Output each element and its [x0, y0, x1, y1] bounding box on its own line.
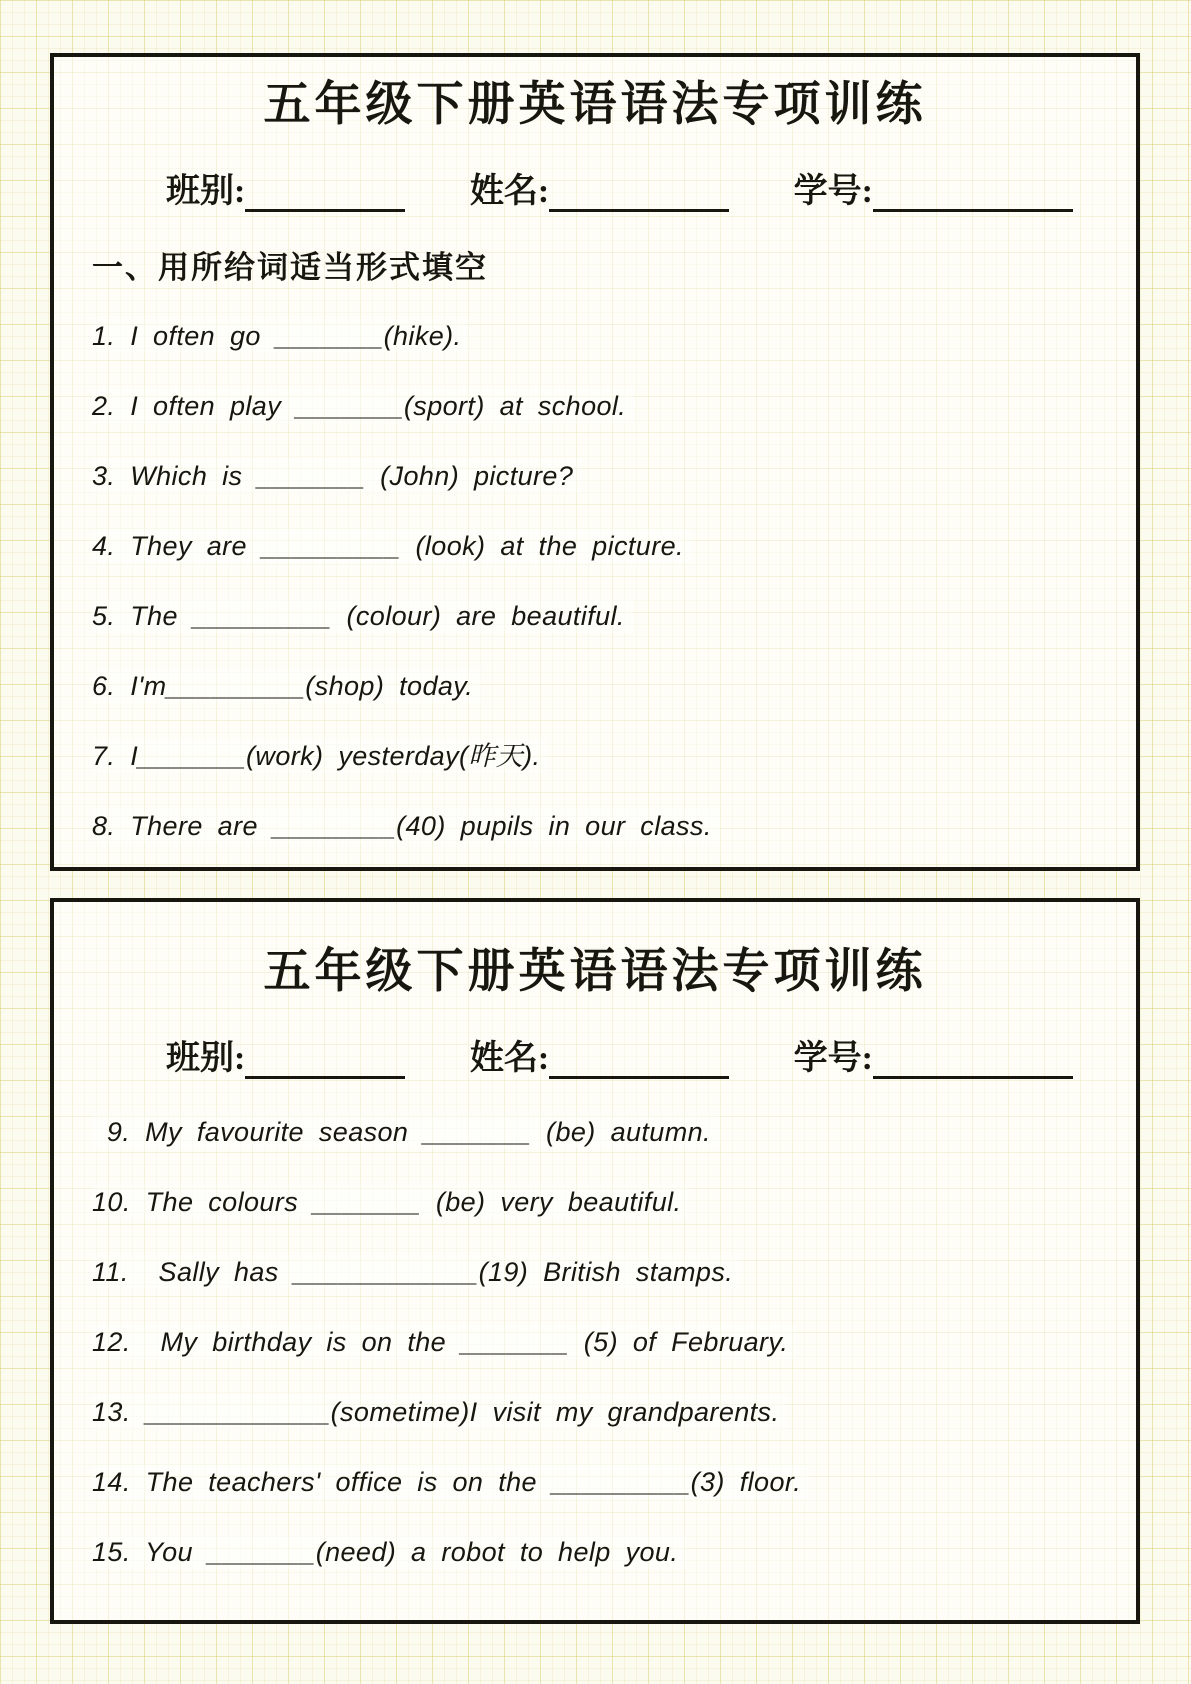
question-6: 6. I'm_________(shop) today.: [92, 669, 481, 703]
field-student-id: [794, 163, 1073, 212]
field-name-blank: [549, 173, 729, 212]
question-9: 9. My favourite season _______ (be) autumn.: [92, 1115, 719, 1149]
question-2: 2. I often play _______(sport) at school.: [92, 389, 634, 423]
worksheet-title: 五年级下册英语语法专项训练: [263, 946, 927, 998]
field-student-id-blank: [873, 1040, 1073, 1079]
question-list-2: [92, 1115, 1136, 1569]
question-11: 11. Sally has ____________(19) British stamps.: [92, 1255, 741, 1289]
field-name: [470, 1030, 729, 1079]
field-class-blank: [245, 173, 405, 212]
field-class-blank: [245, 1040, 405, 1079]
field-name-blank: [549, 1040, 729, 1079]
field-name-label: 姓名:: [469, 1040, 550, 1078]
field-name: [470, 163, 729, 212]
worksheet-title: 五年级下册英语语法专项训练: [263, 79, 927, 131]
field-student-id-label: 学号:: [793, 173, 873, 211]
question-5: 5. The _________ (colour) are beautiful.: [92, 599, 633, 633]
field-student-id-blank: [873, 173, 1073, 212]
worksheet-box-2: [50, 898, 1140, 1624]
field-name-label: 姓名:: [469, 173, 550, 211]
section-heading: 一、用所给词适当形式填空: [92, 250, 488, 286]
question-15: 15. You _______(need) a robot to help you.: [92, 1535, 686, 1569]
question-12: 12. My birthday is on the _______ (5) of February.: [92, 1325, 796, 1359]
question-7: 7. I_______(work) yesterday(昨天).: [92, 739, 548, 773]
field-class: [166, 1030, 405, 1079]
question-list-1: [92, 319, 1136, 843]
question-4: 4. They are _________ (look) at the picture.: [92, 529, 692, 563]
question-8: 8. There are ________(40) pupils in our class.: [92, 809, 720, 843]
question-1: 1. I often go _______(hike).: [92, 319, 469, 353]
field-student-id-label: 学号:: [793, 1040, 873, 1078]
field-class-label: 班别:: [166, 1040, 246, 1078]
field-student-id: [794, 1030, 1073, 1079]
worksheet-box-1: [50, 53, 1140, 871]
question-3: 3. Which is _______ (John) picture?: [92, 459, 581, 493]
field-class-label: 班别:: [166, 173, 246, 211]
question-14: 14. The teachers' office is on the _________(3) floor.: [92, 1465, 809, 1499]
student-info-row: [54, 163, 1136, 212]
question-10: 10. The colours _______ (be) very beautiful.: [92, 1185, 689, 1219]
field-class: [166, 163, 405, 212]
student-info-row: [54, 1030, 1136, 1079]
question-13: 13. ____________(sometime)I visit my grandparents.: [92, 1395, 787, 1429]
